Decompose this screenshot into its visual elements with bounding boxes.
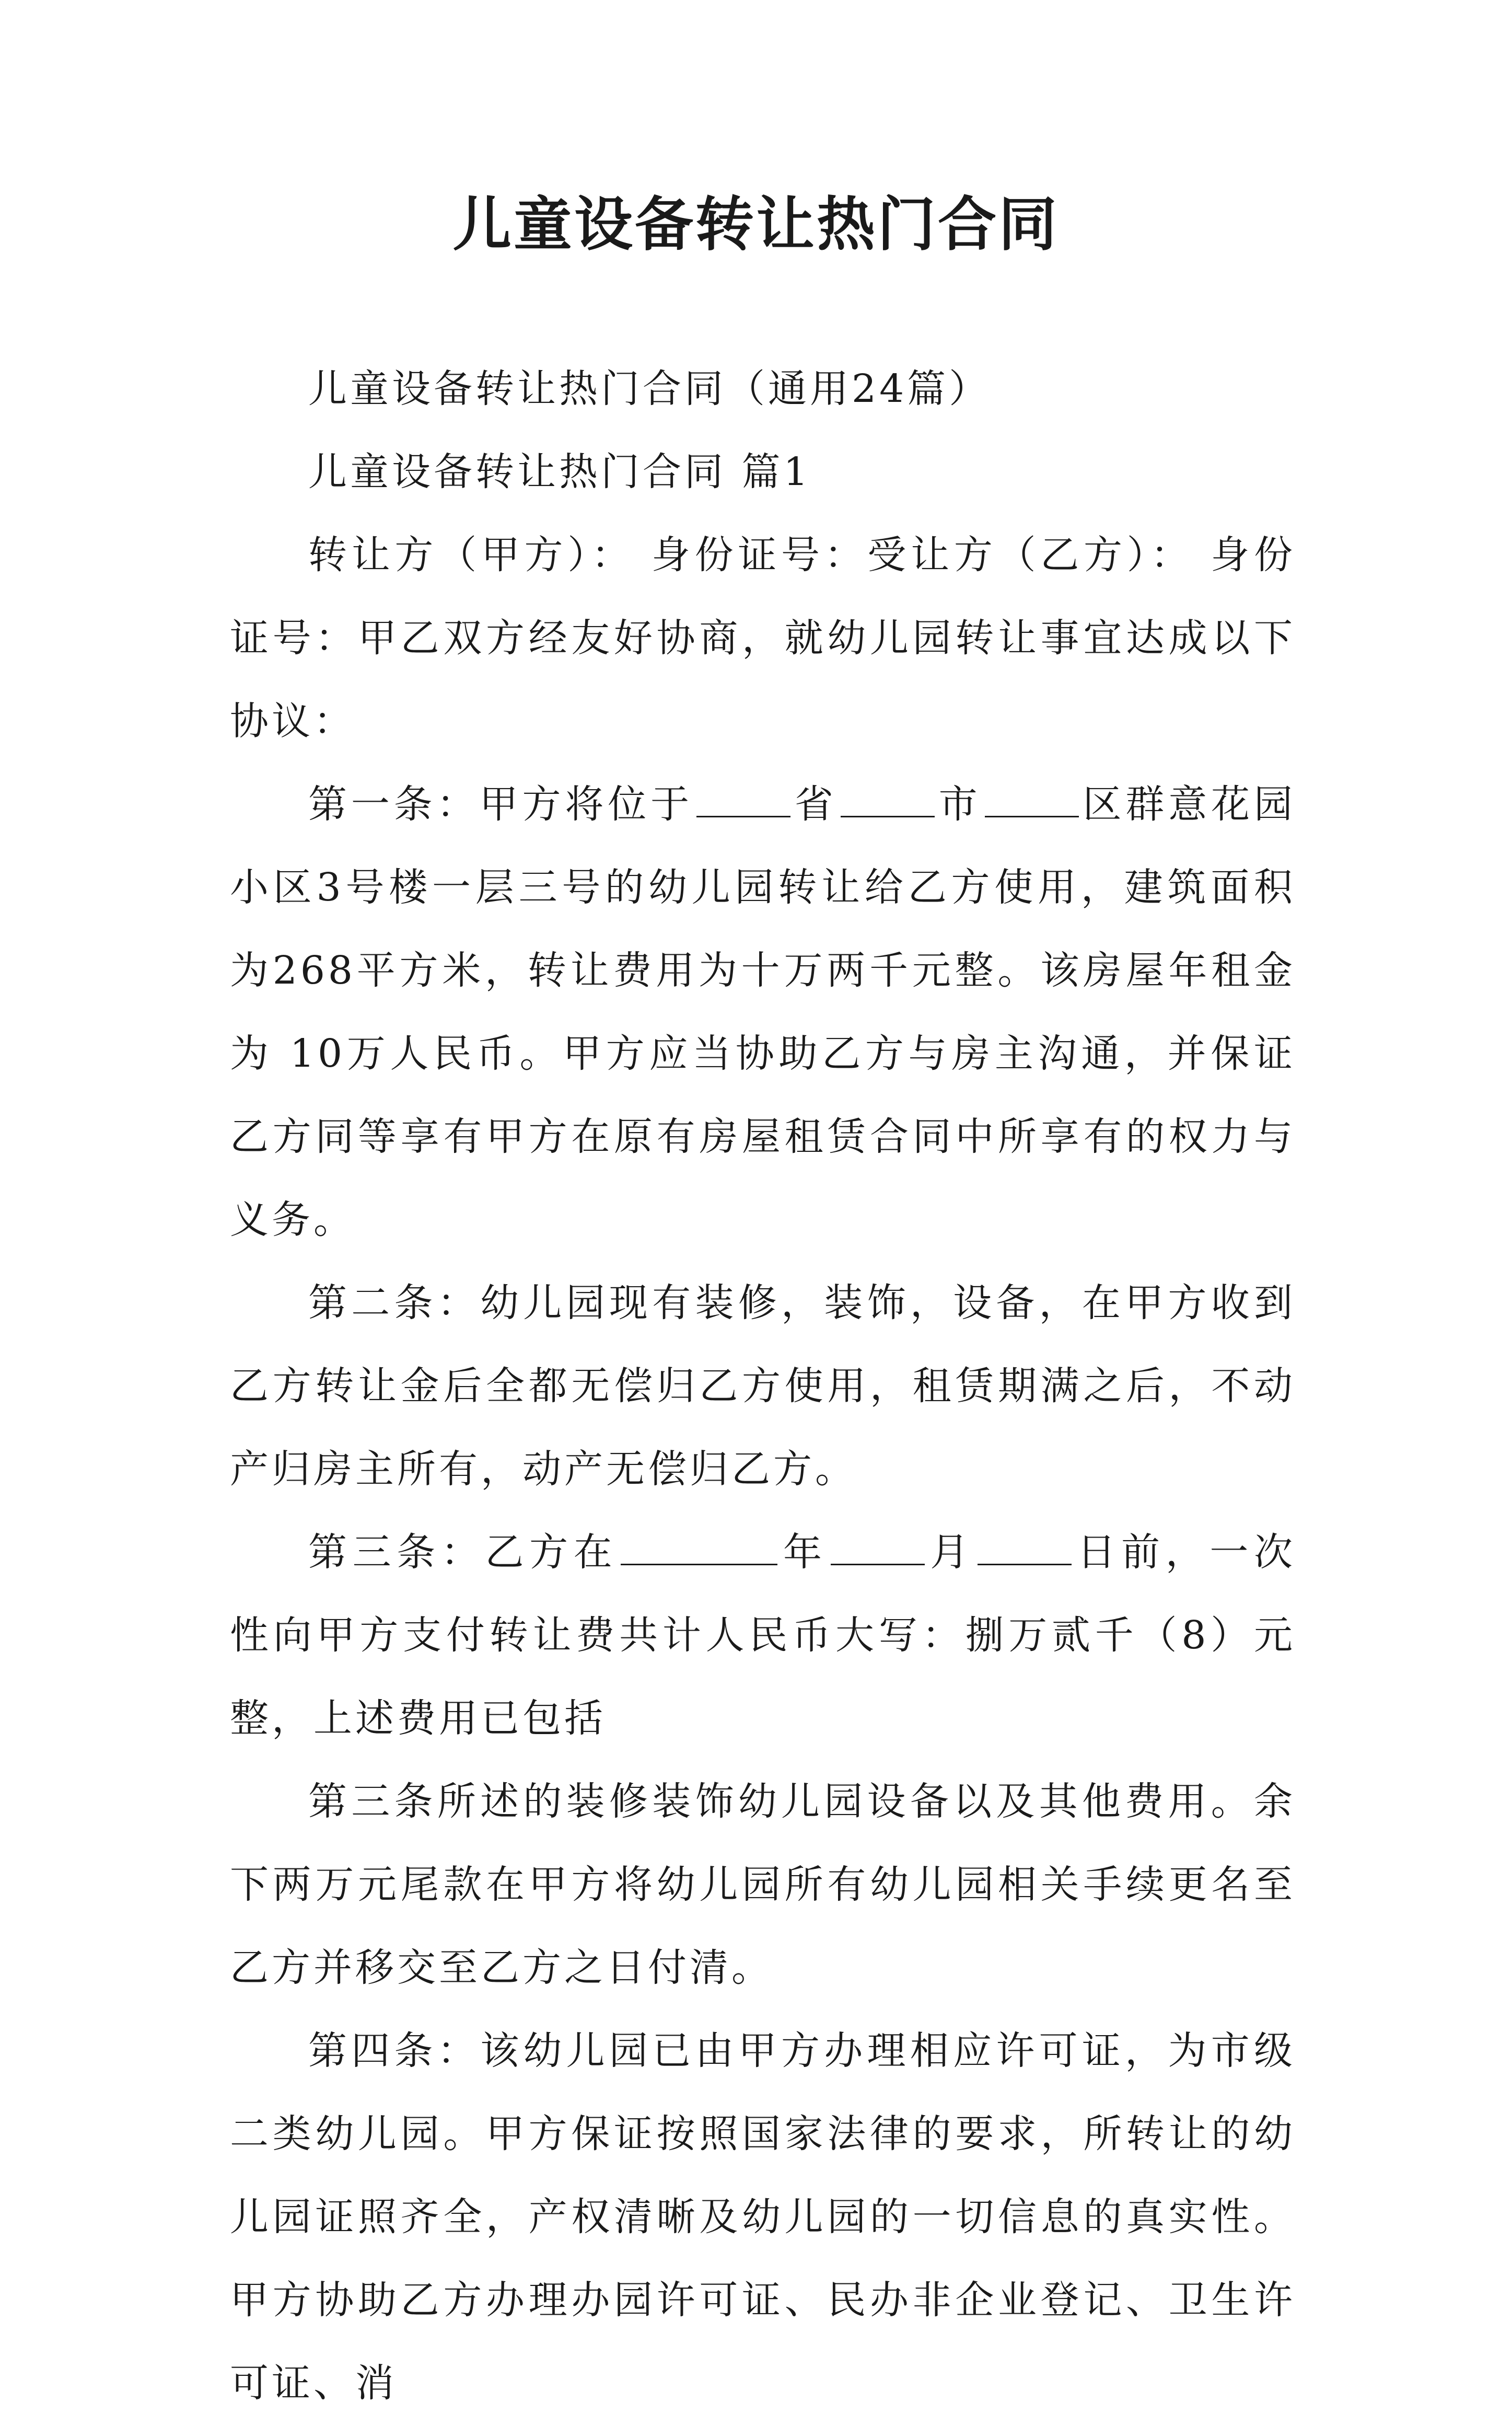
article-2-paragraph: 第二条：幼儿园现有装修，装饰，设备，在甲方收到乙方转让金后全都无偿归乙方使用，租赁期满之后，不动产归房主所有，动产无偿归乙方。 xyxy=(230,1280,1296,1492)
article-3-text-b: 日前，一次性向甲方支付转让费共计人民币大写：捌万贰千（8）元整，上述费用已包括 xyxy=(230,1530,1296,1741)
blank-line xyxy=(696,782,790,817)
section-heading: 儿童设备转让热门合同 篇1 xyxy=(308,449,811,494)
article-3-month: 月 xyxy=(927,1530,974,1575)
blank-line xyxy=(978,1530,1072,1565)
document-title: 儿童设备转让热门合同 xyxy=(453,190,1059,259)
article-1-text-b: 区群意花园小区3号楼一层三号的幼儿园转让给乙方使用，建筑面积为268平方米，转让费用为十万两千元整。该房屋年租金为 10万人民币。甲方应当协助乙方与房主沟通，并保证乙方同等享有甲方在原有房屋租赁合同中所享有的权力与义务。 xyxy=(230,782,1296,1242)
article-3-text-a: 第三条：乙方在 xyxy=(308,1530,618,1575)
blank-line xyxy=(985,782,1079,817)
article-4-paragraph: 第四条：该幼儿园已由甲方办理相应许可证，为市级二类幼儿园。甲方保证按照国家法律的要求，所转让的幼儿园证照齐全，产权清晰及幼儿园的一切信息的真实性。甲方协助乙方办理办园许可证、民办非企业登记、卫生许可证、消 xyxy=(230,2028,1296,2406)
article-3-paragraph xyxy=(230,1511,1296,1760)
parties-paragraph: 转让方（甲方）： 身份证号：受让方（乙方）： 身份证号：甲乙双方经友好协商，就幼儿园转让事宜达成以下协议： xyxy=(230,533,1296,744)
blank-line xyxy=(841,782,935,817)
subtitle: 儿童设备转让热门合同（通用24篇） xyxy=(308,366,991,411)
article-3-year: 年 xyxy=(781,1530,828,1575)
blank-line xyxy=(831,1530,925,1565)
article-1-province: 省 xyxy=(794,782,838,827)
document-body xyxy=(230,348,1296,2425)
article-3-continued-paragraph: 第三条所述的装修装饰幼儿园设备以及其他费用。余下两万元尾款在甲方将幼儿园所有幼儿园相关手续更名至乙方并移交至乙方之日付清。 xyxy=(230,1779,1296,1990)
article-1-paragraph xyxy=(230,763,1296,1262)
article-1-city: 市 xyxy=(937,782,982,827)
blank-line xyxy=(621,1530,777,1565)
article-1-text-a: 第一条：甲方将位于 xyxy=(308,782,693,827)
